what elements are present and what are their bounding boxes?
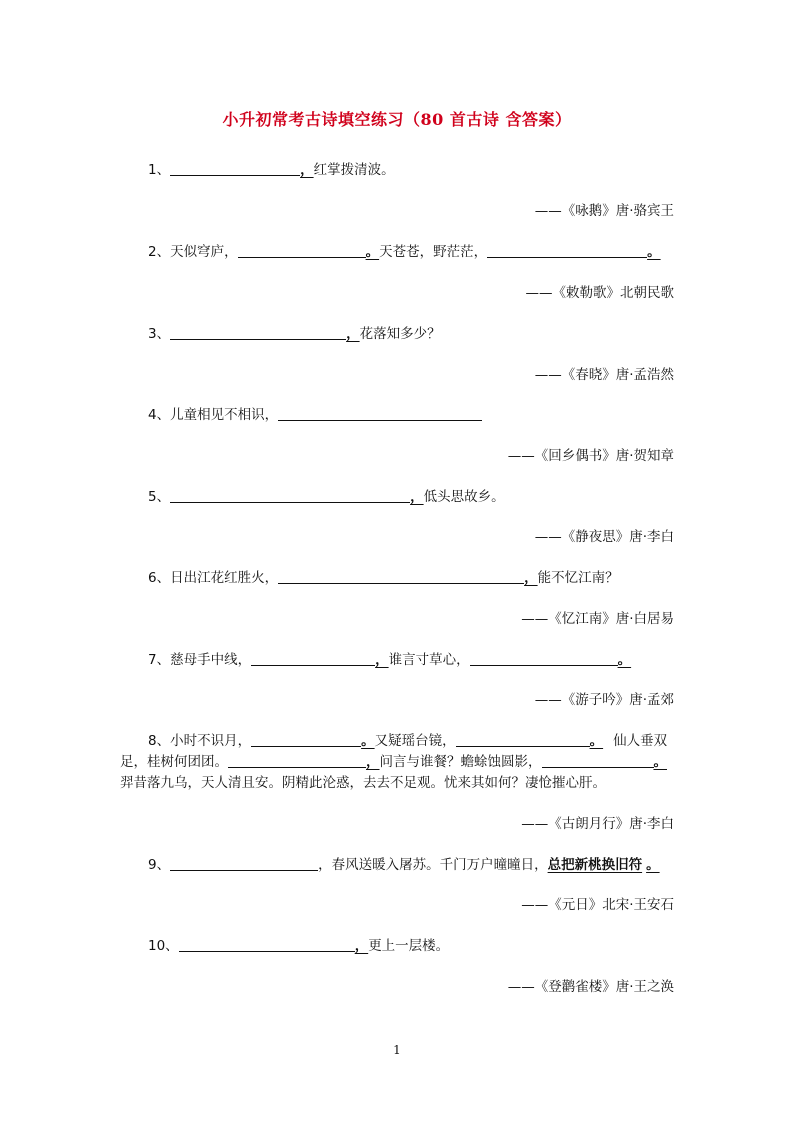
- poem-text: 红掌拨清波。: [313, 162, 395, 178]
- punct: 。: [646, 857, 660, 873]
- question-number: 6、: [148, 570, 171, 586]
- question-number: 2、: [148, 244, 171, 260]
- poem-text: 问言与谁餐？蟾蜍蚀圆影，: [379, 754, 542, 770]
- poem-text: 花落知多少？: [359, 326, 441, 342]
- question-6: [148, 568, 619, 588]
- answer-blank[interactable]: [542, 753, 654, 768]
- question-number: 7、: [148, 652, 171, 668]
- punct: 。: [365, 244, 380, 260]
- punct: 。: [589, 733, 604, 749]
- answer-blank[interactable]: [170, 856, 318, 871]
- question-8-source: ——《古朗月行》唐·李白: [521, 816, 674, 832]
- question-4: [148, 405, 482, 425]
- answer-blank[interactable]: [228, 753, 366, 768]
- punct: 。: [653, 754, 667, 770]
- question-3-source: ——《春晓》唐·孟浩然: [534, 367, 674, 383]
- question-3: [148, 324, 441, 344]
- answer-blank[interactable]: [170, 161, 300, 176]
- question-7-source: ——《游子吟》唐·孟郊: [534, 692, 674, 708]
- question-8-line-2: [120, 752, 720, 772]
- punct: ，: [354, 938, 369, 954]
- question-number: 8、: [148, 733, 171, 749]
- poem-text: 天似穹庐，: [170, 244, 238, 260]
- poem-answer-text: 总把新桃换旧符: [547, 857, 643, 873]
- punct: ，: [346, 326, 360, 342]
- answer-blank[interactable]: [470, 651, 618, 666]
- answer-blank[interactable]: [251, 651, 375, 666]
- punct: ，: [410, 489, 424, 505]
- question-1-source: ——《咏鹅》唐·骆宾王: [534, 203, 674, 219]
- question-4-source: ——《回乡偶书》唐·贺知章: [507, 448, 674, 464]
- answer-blank[interactable]: [278, 406, 482, 421]
- question-number: 10、: [148, 938, 179, 954]
- question-5-source: ——《静夜思》唐·李白: [534, 529, 674, 545]
- question-10-source: ——《登鹳雀楼》唐·王之涣: [507, 979, 674, 995]
- question-number: 9、: [148, 857, 171, 873]
- question-number: 1、: [148, 162, 171, 178]
- poem-text: 谁言寸草心，: [388, 652, 470, 668]
- page-number: 1: [393, 1043, 401, 1057]
- poem-text: 天苍苍，野茫茫，: [379, 244, 488, 260]
- question-number: 3、: [148, 326, 171, 342]
- answer-blank[interactable]: [487, 243, 647, 258]
- punct: ，: [366, 754, 380, 770]
- answer-blank[interactable]: [170, 325, 346, 340]
- answer-blank[interactable]: [238, 243, 366, 258]
- punct: ，: [375, 652, 389, 668]
- punct: ，: [300, 162, 314, 178]
- poem-text: 儿童相见不相识，: [170, 407, 279, 423]
- poem-text: 仙人垂双: [613, 733, 668, 749]
- poem-text: 日出江花红胜火，: [170, 570, 279, 586]
- question-2: [148, 242, 669, 262]
- question-1: [148, 160, 395, 180]
- poem-text: 又疑瑶台镜，: [374, 733, 456, 749]
- answer-blank[interactable]: [278, 569, 524, 584]
- punct: 。: [647, 244, 661, 260]
- page-title: 小升初常考古诗填空练习（80 首古诗 含答案）: [222, 110, 572, 129]
- poem-text: 低头思故乡。: [423, 489, 505, 505]
- question-8: [148, 731, 667, 751]
- question-8-line-3: 羿昔落九乌，天人清且安。阴精此沦惑，去去不足观。忧来其如何？凄怆摧心肝。: [120, 775, 606, 791]
- answer-blank[interactable]: [251, 732, 361, 747]
- poem-text: ，春风送暖入屠苏。千门万户曈曈日，: [318, 857, 548, 873]
- question-number: 4、: [148, 407, 171, 423]
- question-10: [148, 936, 449, 956]
- question-9: [148, 855, 664, 875]
- poem-text: 更上一层楼。: [368, 938, 450, 954]
- answer-blank[interactable]: [179, 937, 355, 952]
- question-2-source: ——《敕勒歌》北朝民歌: [525, 285, 674, 301]
- poem-text: 小时不识月，: [170, 733, 252, 749]
- question-number: 5、: [148, 489, 171, 505]
- punct: ，: [524, 570, 538, 586]
- punct: 。: [617, 652, 632, 668]
- question-5: [148, 487, 505, 507]
- poem-text: 足，桂树何团团。: [120, 754, 228, 770]
- answer-blank[interactable]: [170, 488, 410, 503]
- question-6-source: ——《忆江南》唐·白居易: [521, 611, 674, 627]
- answer-blank[interactable]: [456, 732, 590, 747]
- poem-text: 能不忆江南？: [537, 570, 619, 586]
- question-7: [148, 650, 639, 670]
- punct: 。: [361, 733, 375, 749]
- poem-text: 慈母手中线，: [170, 652, 252, 668]
- question-9-source: ——《元日》北宋·王安石: [521, 897, 674, 913]
